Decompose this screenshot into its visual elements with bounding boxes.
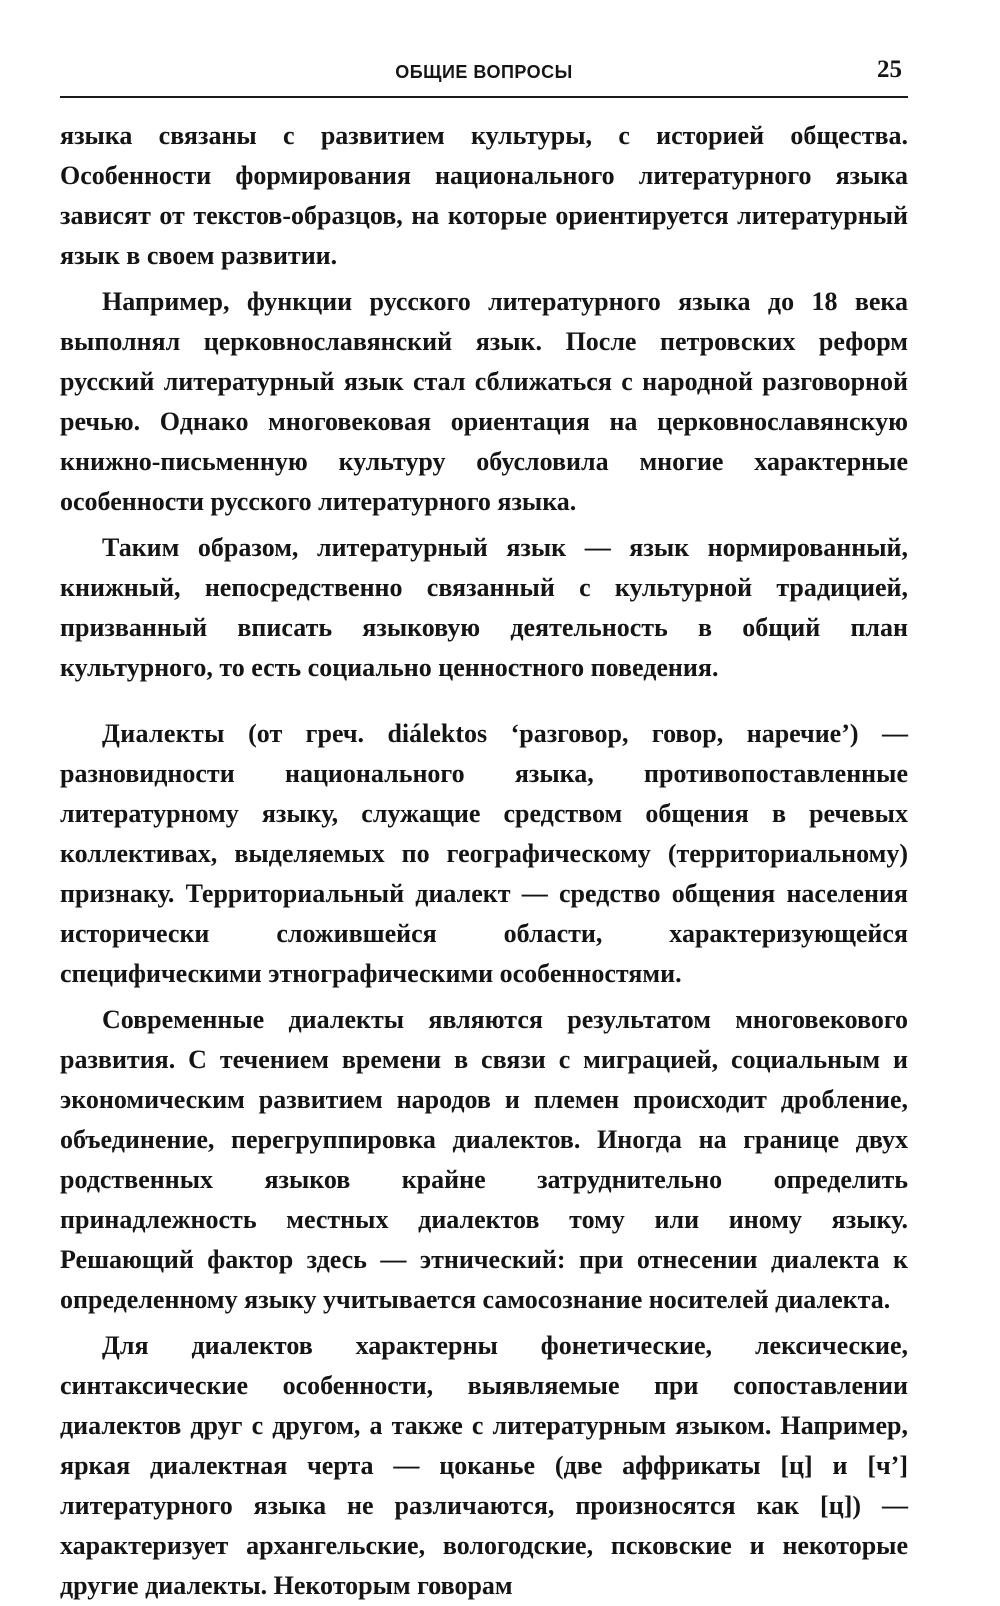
paragraph-continuation: языка связаны с развитием культуры, с историей общества. Особенности формирования национального литературного языка зависят от текстов-образцов, на которые ориентируется литературный язык в своем развитии.	[60, 121, 908, 270]
body-text	[60, 116, 908, 1606]
paragraph-example-church-slavonic: Например, функции русского литературного языка до 18 века выполнял церковнославянский язык. После петровских реформ русский литературный язык стал сближаться с народной разговорной речью. Однако многовековая ориентация на церковнославянскую книжно-письменную культуру обусловила многие характерные особенности русского литературного языка.	[60, 287, 908, 516]
paragraph-literary-language-summary: Таким образом, литературный язык — язык нормированный, книжный, непосредственно связанный с культурной традицией, призванный вписать языковую деятельность в общий план культурного, то есть социально ценностного поведения.	[60, 533, 908, 682]
paragraph-modern-dialects: Современные диалекты являются результатом многовекового развития. С течением времени в связи с миграцией, социальным и экономическим развитием народов и племен происходит дробление, объединение, перегруппировка диалектов. Иногда на границе двух родственных языков крайне затруднительно определить принадлежность местных диалектов тому или иному языку. Решающий фактор здесь — этнический: при отнесении диалекта к определенному языку учитывается самосознание носителей диалекта.	[60, 1005, 908, 1314]
dialects-definition-text: (от греч. diálektos ‘разговор, говор, наречие’) — разновидности национального языка, противопоставленные литературному языку, служащие средством общения в речевых коллективах, выделяемых по географическому (территориальному) признаку. Территориальный диалект — средство общения населения исторически сложившейся области, характеризующейся специфическими этнографическими особенностями.	[60, 719, 908, 988]
running-title: ОБЩИЕ ВОПРОСЫ	[395, 62, 573, 82]
page-number: 25	[877, 56, 902, 83]
running-header	[60, 52, 908, 98]
term-dialects: Диалекты	[102, 719, 225, 748]
paragraph-dialects-definition	[60, 714, 908, 994]
paragraph-dialect-features: Для диалектов характерны фонетические, лексические, синтаксические особенности, выявляемые при сопоставлении диалектов друг с другом, а также с литературным языком. Например, яркая диалектная черта — цоканье (две аффрикаты [ц] и [ч’] литературного языка не различаются, произносятся как [ц]) — характеризует архангельские, вологодские, псковские и некоторые другие диалекты. Некоторым говорам	[60, 1331, 908, 1600]
book-page	[60, 52, 908, 1606]
